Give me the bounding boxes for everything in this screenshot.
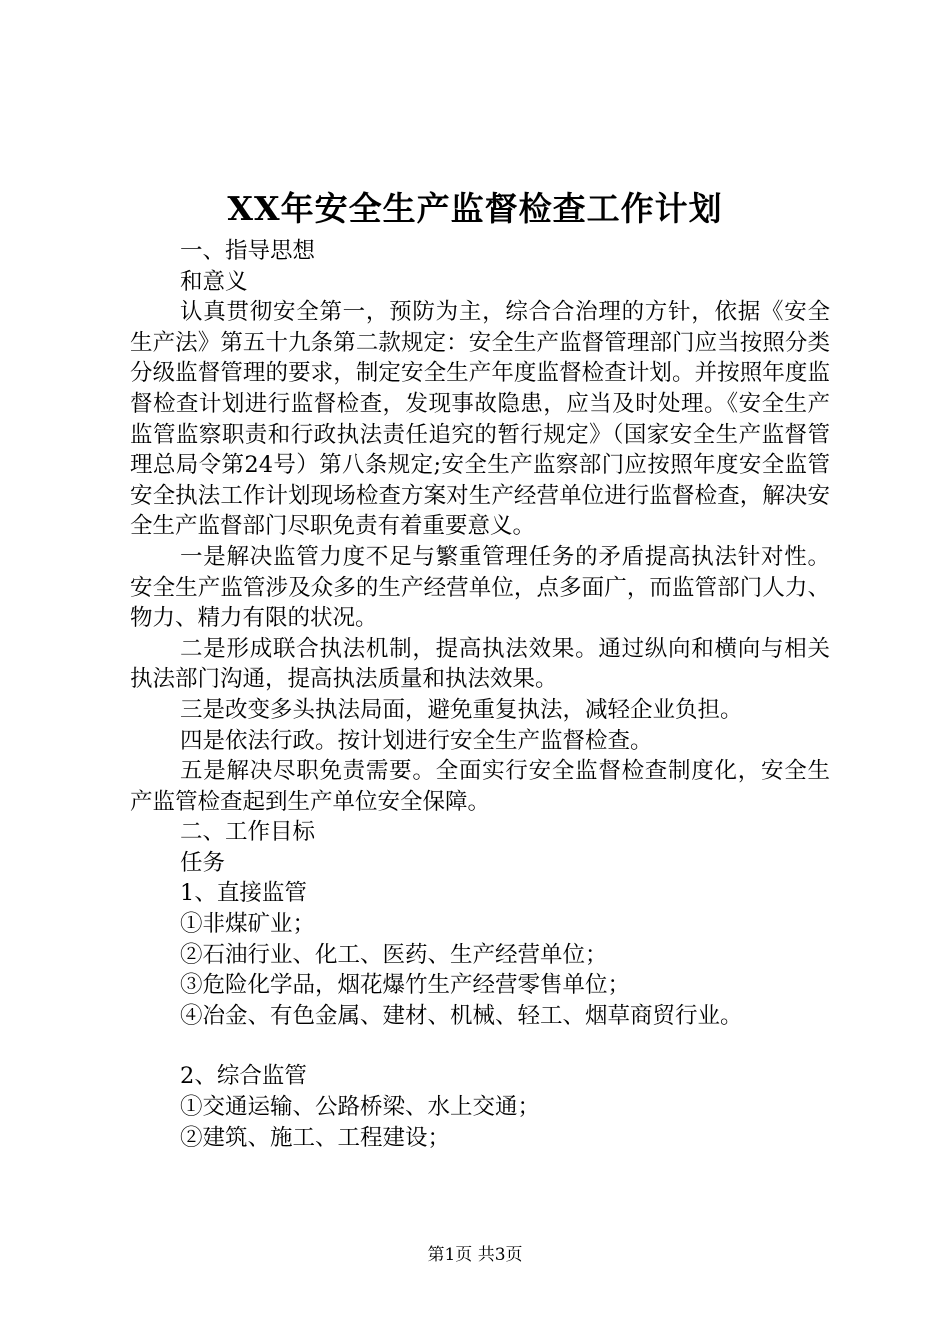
paragraph: 五是解决尽职免责需要。全面实行安全监督检查制度化，安全生产监管检查起到生产单位安全保障。 bbox=[130, 758, 830, 815]
list-item: ①交通运输、公路桥梁、水上交通； bbox=[180, 1094, 541, 1121]
section-heading: 一、指导思想 bbox=[180, 238, 316, 264]
list-item: ②建筑、施工、工程建设； bbox=[180, 1124, 451, 1151]
document-body bbox=[130, 236, 830, 1153]
paragraph: 四是依法行政。按计划进行安全生产监督检查。 bbox=[180, 727, 653, 754]
spacer bbox=[130, 1031, 830, 1061]
section-heading-continuation: 和意义 bbox=[180, 268, 248, 295]
subsection-heading: 2、综合监管 bbox=[180, 1063, 307, 1090]
paragraph: 认真贯彻安全第一，预防为主，综合合治理的方针，依据《安全生产法》第五十九条第二款规定：安全生产监督管理部门应当按照分类分级监督管理的要求，制定安全生产年度监督检查计划。并按照年度监督检查计划进行监督检查，发现事故隐患，应当及时处理。《安全生产监管监察职责和行政执法责任追究的暂行规定》（国家安全生产监督管理总局令第24号）第八条规定;安全生产监察部门应按照年度安全监管安全执法工作计划现场检查方案对生产经营单位进行监督检查，解决安全生产监督部门尽职免责有着重要意义。 bbox=[130, 299, 830, 540]
list-item: ②石油行业、化工、医药、生产经营单位； bbox=[180, 941, 608, 968]
paragraph: 三是改变多头执法局面，避免重复执法，减轻企业负担。 bbox=[180, 696, 743, 723]
list-item: ①非煤矿业； bbox=[180, 911, 316, 938]
list-item: ④冶金、有色金属、建材、机械、轻工、烟草商贸行业。 bbox=[180, 1002, 743, 1029]
subsection-heading: 1、直接监管 bbox=[180, 880, 307, 907]
paragraph: 一是解决监管力度不足与繁重管理任务的矛盾提高执法针对性。安全生产监管涉及众多的生产经营单位，点多面广，而监管部门人力、物力、精力有限的状况。 bbox=[130, 543, 830, 632]
page-footer: 第1页 共3页 bbox=[427, 1245, 523, 1265]
paragraph: 二是形成联合执法机制，提高执法效果。通过纵向和横向与相关执法部门沟通，提高执法质量和执法效果。 bbox=[130, 635, 830, 693]
section-heading: 二、工作目标 bbox=[180, 819, 316, 846]
section-heading-continuation: 任务 bbox=[180, 849, 226, 876]
document-title: XX年安全生产监督检查工作计划 bbox=[227, 189, 723, 228]
list-item: ③危险化学品，烟花爆竹生产经营零售单位； bbox=[180, 972, 631, 999]
